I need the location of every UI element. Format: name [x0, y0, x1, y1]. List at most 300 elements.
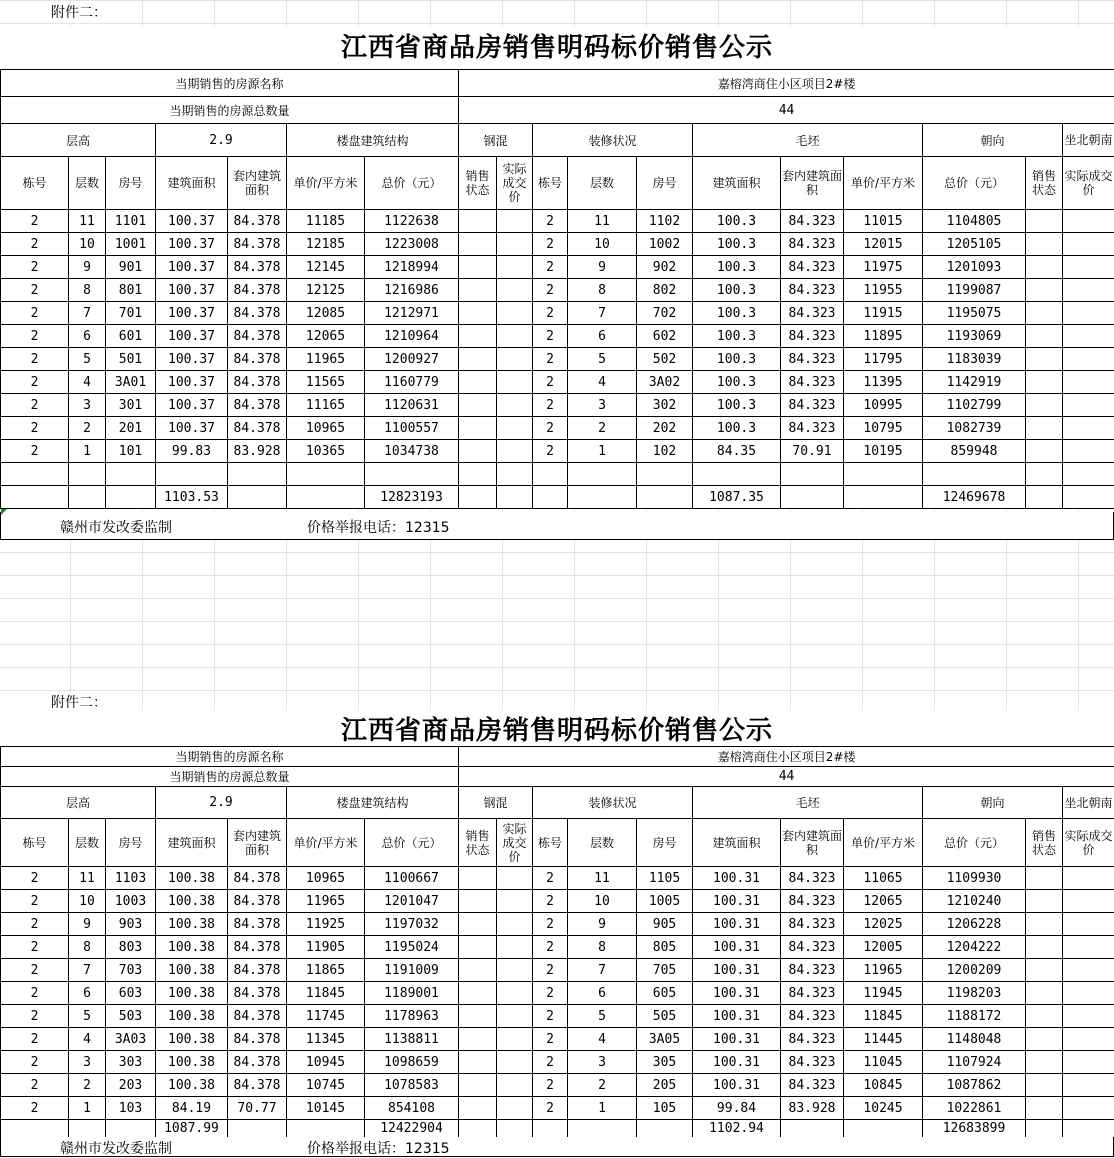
total-price-cell: 1212971 — [365, 302, 459, 325]
gross-area-cell: 100.38 — [156, 890, 228, 913]
table-row — [1, 1028, 1114, 1051]
building-no-cell: 2 — [1, 394, 69, 417]
floor-cell: 2 — [568, 417, 637, 440]
sale-status-cell — [459, 1005, 497, 1028]
gross-area-cell: 100.3 — [693, 348, 781, 371]
inner-area-cell: 84.323 — [781, 371, 844, 394]
inner-area-cell — [781, 463, 844, 486]
sale-status-cell — [1026, 210, 1063, 233]
structure-value: 钢混 — [459, 124, 533, 157]
gross-area-cell: 100.38 — [156, 1028, 228, 1051]
header-room-no-right: 房号 — [637, 157, 693, 210]
deal-price-cell — [1063, 936, 1114, 959]
total-room-no-cell — [637, 486, 693, 509]
building-no-cell: 2 — [1, 302, 69, 325]
total-room-no-cell — [106, 1120, 156, 1138]
floor-cell: 7 — [69, 302, 106, 325]
pricing-table — [0, 69, 1114, 509]
gross-area-cell: 100.37 — [156, 325, 228, 348]
gross-area-cell: 100.37 — [156, 302, 228, 325]
deal-price-cell — [1063, 1051, 1114, 1074]
unit-price-cell: 10965 — [287, 417, 365, 440]
room-no-cell: 102 — [637, 440, 693, 463]
deal-price-cell — [497, 959, 533, 982]
deal-price-cell — [497, 440, 533, 463]
header-total-price-left: 总价（元） — [365, 819, 459, 867]
unit-price-cell: 11845 — [287, 982, 365, 1005]
total-sale-status-cell — [1026, 1120, 1063, 1138]
unit-count-value: 44 — [459, 97, 1114, 124]
floor-cell: 6 — [568, 982, 637, 1005]
unit-count-value: 44 — [459, 767, 1114, 787]
building-no-cell: 2 — [533, 394, 568, 417]
sale-status-cell — [1026, 302, 1063, 325]
sale-status-cell — [1026, 256, 1063, 279]
sale-status-cell — [459, 867, 497, 890]
unit-price-cell: 12015 — [844, 233, 923, 256]
floor-cell — [69, 463, 106, 486]
deal-price-cell — [1063, 394, 1114, 417]
deal-price-cell — [497, 982, 533, 1005]
total-price-cell: 1195024 — [365, 936, 459, 959]
column-header-row — [1, 157, 1114, 210]
header-inner-area-right: 套内建筑面积 — [781, 157, 844, 210]
room-no-cell: 802 — [637, 279, 693, 302]
floor-cell: 10 — [69, 233, 106, 256]
inner-area-cell: 84.323 — [781, 936, 844, 959]
inner-area-cell: 84.323 — [781, 302, 844, 325]
floor-cell: 9 — [568, 256, 637, 279]
unit-price-cell: 10995 — [844, 394, 923, 417]
deal-price-cell — [1063, 256, 1114, 279]
room-no-cell: 705 — [637, 959, 693, 982]
deal-price-cell — [1063, 890, 1114, 913]
sale-status-cell — [1026, 1097, 1063, 1120]
header-sale-status-left: 销售状态 — [459, 157, 497, 210]
total-unit-price-cell — [287, 486, 365, 509]
floor-cell: 1 — [69, 440, 106, 463]
floor-cell: 3 — [69, 394, 106, 417]
total-price-cell: 1218994 — [365, 256, 459, 279]
report-phone: 价格举报电话：12315 — [307, 517, 450, 537]
inner-area-cell: 84.323 — [781, 913, 844, 936]
building-no-cell: 2 — [533, 936, 568, 959]
decoration-value: 毛坯 — [693, 787, 923, 819]
table-row — [1, 302, 1114, 325]
table-row — [1, 394, 1114, 417]
gross-area-cell: 100.3 — [693, 325, 781, 348]
header-sale-status-right: 销售状态 — [1026, 157, 1063, 210]
total-price-cell: 1122638 — [365, 210, 459, 233]
header-total-price-left: 总价（元） — [365, 157, 459, 210]
deal-price-cell — [497, 1028, 533, 1051]
gross-area-cell: 100.31 — [693, 867, 781, 890]
sale-status-cell — [459, 348, 497, 371]
building-no-cell: 2 — [533, 440, 568, 463]
sale-status-cell — [459, 1028, 497, 1051]
sale-status-cell — [1026, 279, 1063, 302]
inner-area-cell: 84.378 — [228, 959, 287, 982]
room-no-cell: 902 — [637, 256, 693, 279]
room-no-cell: 503 — [106, 1005, 156, 1028]
header-gross-area-right: 建筑面积 — [693, 157, 781, 210]
total-gross-area-cell: 1102.94 — [693, 1120, 781, 1138]
table-row — [1, 982, 1114, 1005]
room-no-cell: 501 — [106, 348, 156, 371]
header-floor-right: 层数 — [568, 819, 637, 867]
total-price-cell: 1120631 — [365, 394, 459, 417]
room-no-cell: 1102 — [637, 210, 693, 233]
decoration-value: 毛坯 — [693, 124, 923, 157]
deal-price-cell — [497, 325, 533, 348]
room-no-cell: 703 — [106, 959, 156, 982]
inner-area-cell: 70.91 — [781, 440, 844, 463]
building-no-cell: 2 — [533, 867, 568, 890]
inner-area-cell: 84.378 — [228, 890, 287, 913]
floor-cell: 8 — [568, 936, 637, 959]
floor-cell: 4 — [568, 371, 637, 394]
structure-label: 楼盘建筑结构 — [287, 124, 459, 157]
total-sale-status-cell — [1026, 486, 1063, 509]
floor-cell: 9 — [69, 913, 106, 936]
deal-price-cell — [497, 463, 533, 486]
inner-area-cell: 84.378 — [228, 1074, 287, 1097]
inner-area-cell: 84.323 — [781, 1028, 844, 1051]
room-no-cell: 905 — [637, 913, 693, 936]
inner-area-cell — [228, 463, 287, 486]
deal-price-cell — [1063, 1097, 1114, 1120]
floor-cell: 10 — [568, 890, 637, 913]
total-price-cell: 1193069 — [923, 325, 1026, 348]
building-no-cell — [533, 463, 568, 486]
table-row — [1, 233, 1114, 256]
room-no-cell: 901 — [106, 256, 156, 279]
floor-height-value: 2.9 — [156, 124, 287, 157]
floor-cell: 7 — [568, 959, 637, 982]
room-no-cell: 702 — [637, 302, 693, 325]
inner-area-cell: 84.378 — [228, 394, 287, 417]
sale-status-cell — [1026, 890, 1063, 913]
sale-status-cell — [1026, 394, 1063, 417]
gross-area-cell: 100.38 — [156, 936, 228, 959]
sale-status-cell — [1026, 417, 1063, 440]
gross-area-cell: 100.3 — [693, 371, 781, 394]
inner-area-cell: 84.378 — [228, 371, 287, 394]
building-no-cell: 2 — [533, 417, 568, 440]
total-inner-area-cell — [781, 1120, 844, 1138]
deal-price-cell — [497, 210, 533, 233]
building-no-cell: 2 — [1, 233, 69, 256]
gross-area-cell: 100.38 — [156, 867, 228, 890]
gross-area-cell: 100.31 — [693, 1028, 781, 1051]
unit-price-cell: 12085 — [287, 302, 365, 325]
deal-price-cell — [497, 913, 533, 936]
unit-price-cell: 11915 — [844, 302, 923, 325]
sale-status-cell — [459, 371, 497, 394]
building-no-cell: 2 — [533, 233, 568, 256]
building-no-cell: 2 — [1, 210, 69, 233]
inner-area-cell: 84.323 — [781, 348, 844, 371]
table-row — [1, 417, 1114, 440]
total-inner-area-cell — [228, 486, 287, 509]
total-price-cell: 1160779 — [365, 371, 459, 394]
total-building-no-cell — [1, 486, 69, 509]
deal-price-cell — [497, 256, 533, 279]
sale-status-cell — [1026, 959, 1063, 982]
header-sale-status-right: 销售状态 — [1026, 819, 1063, 867]
supervisor-label: 赣州市发改委监制 — [60, 1138, 172, 1158]
unit-price-cell: 11065 — [844, 867, 923, 890]
room-no-cell: 103 — [106, 1097, 156, 1120]
gross-area-cell: 100.31 — [693, 890, 781, 913]
table-row — [1, 890, 1114, 913]
total-price-cell: 1100667 — [365, 867, 459, 890]
header-gross-area-left: 建筑面积 — [156, 157, 228, 210]
inner-area-cell: 84.378 — [228, 279, 287, 302]
building-no-cell: 2 — [1, 1097, 69, 1120]
deal-price-cell — [1063, 959, 1114, 982]
room-no-cell: 1105 — [637, 867, 693, 890]
header-building-no-left: 栋号 — [1, 819, 69, 867]
header-total-price-right: 总价（元） — [923, 157, 1026, 210]
floor-cell: 10 — [69, 890, 106, 913]
unit-price-cell: 11015 — [844, 210, 923, 233]
total-gross-area-cell: 1087.99 — [156, 1120, 228, 1138]
unit-price-cell: 11795 — [844, 348, 923, 371]
building-no-cell: 2 — [1, 440, 69, 463]
unit-price-cell: 12065 — [844, 890, 923, 913]
gross-area-cell: 100.3 — [693, 302, 781, 325]
table-row — [1, 1097, 1114, 1120]
building-no-cell: 2 — [1, 348, 69, 371]
sale-status-cell — [1026, 325, 1063, 348]
project-name-label: 当期销售的房源名称 — [1, 70, 459, 97]
room-no-cell: 301 — [106, 394, 156, 417]
deal-price-cell — [1063, 982, 1114, 1005]
inner-area-cell: 84.378 — [228, 936, 287, 959]
room-no-cell: 603 — [106, 982, 156, 1005]
gross-area-cell: 100.37 — [156, 256, 228, 279]
total-total-price-cell: 12823193 — [365, 486, 459, 509]
gross-area-cell: 100.37 — [156, 394, 228, 417]
header-unit-price-right: 单价/平方米 — [844, 819, 923, 867]
gross-area-cell: 100.31 — [693, 1051, 781, 1074]
total-price-cell: 1109930 — [923, 867, 1026, 890]
total-price-cell: 1201093 — [923, 256, 1026, 279]
room-no-cell: 3A03 — [106, 1028, 156, 1051]
floor-cell: 4 — [568, 1028, 637, 1051]
decoration-label: 装修状况 — [533, 124, 693, 157]
deal-price-cell — [497, 417, 533, 440]
unit-price-cell: 10795 — [844, 417, 923, 440]
building-no-cell: 2 — [1, 1074, 69, 1097]
inner-area-cell: 84.323 — [781, 890, 844, 913]
sale-status-cell — [459, 394, 497, 417]
room-no-cell: 302 — [637, 394, 693, 417]
room-no-cell: 3A01 — [106, 371, 156, 394]
header-deal-price-right: 实际成交价 — [1063, 819, 1114, 867]
unit-price-cell: 11905 — [287, 936, 365, 959]
building-no-cell: 2 — [1, 982, 69, 1005]
building-no-cell: 2 — [1, 913, 69, 936]
total-building-no-cell — [533, 486, 568, 509]
header-room-no-right: 房号 — [637, 819, 693, 867]
building-no-cell: 2 — [1, 325, 69, 348]
sale-status-cell — [1026, 913, 1063, 936]
unit-price-cell: 10845 — [844, 1074, 923, 1097]
building-no-cell: 2 — [533, 890, 568, 913]
room-no-cell — [637, 463, 693, 486]
header-room-no-left: 房号 — [106, 157, 156, 210]
inner-area-cell: 84.323 — [781, 417, 844, 440]
structure-value: 钢混 — [459, 787, 533, 819]
unit-price-cell: 10245 — [844, 1097, 923, 1120]
room-no-cell: 903 — [106, 913, 156, 936]
structure-label: 楼盘建筑结构 — [287, 787, 459, 819]
deal-price-cell — [497, 394, 533, 417]
sale-status-cell — [459, 325, 497, 348]
inner-area-cell: 84.378 — [228, 256, 287, 279]
unit-price-cell: 11745 — [287, 1005, 365, 1028]
total-price-cell: 1188172 — [923, 1005, 1026, 1028]
room-no-cell: 601 — [106, 325, 156, 348]
deal-price-cell — [497, 302, 533, 325]
floor-height-value: 2.9 — [156, 787, 287, 819]
total-price-cell — [365, 463, 459, 486]
orientation-label: 朝向 — [923, 787, 1063, 819]
sale-status-cell — [1026, 348, 1063, 371]
header-deal-price-left: 实际成交价 — [497, 157, 533, 210]
table-row — [1, 867, 1114, 890]
deal-price-cell — [1063, 417, 1114, 440]
inner-area-cell: 84.378 — [228, 348, 287, 371]
deal-price-cell — [497, 1005, 533, 1028]
header-floor-right: 层数 — [568, 157, 637, 210]
cell-marker-icon — [1, 509, 7, 515]
building-no-cell: 2 — [533, 325, 568, 348]
unit-price-cell: 11895 — [844, 325, 923, 348]
gross-area-cell: 100.31 — [693, 913, 781, 936]
sale-status-cell — [1026, 867, 1063, 890]
total-floor-cell — [568, 486, 637, 509]
total-floor-cell — [69, 1120, 106, 1138]
floor-cell: 11 — [69, 210, 106, 233]
deal-price-cell — [497, 1097, 533, 1120]
inner-area-cell: 84.323 — [781, 233, 844, 256]
inner-area-cell: 84.323 — [781, 1051, 844, 1074]
sale-status-cell — [1026, 463, 1063, 486]
deal-price-cell — [1063, 371, 1114, 394]
building-no-cell: 2 — [1, 1051, 69, 1074]
sale-status-cell — [1026, 371, 1063, 394]
sale-status-cell — [1026, 982, 1063, 1005]
footer — [0, 512, 1114, 540]
gross-area-cell: 100.31 — [693, 1074, 781, 1097]
total-price-cell: 1204222 — [923, 936, 1026, 959]
total-price-cell: 1183039 — [923, 348, 1026, 371]
inner-area-cell: 84.378 — [228, 210, 287, 233]
header-inner-area-left: 套内建筑面积 — [228, 157, 287, 210]
header-gross-area-right: 建筑面积 — [693, 819, 781, 867]
inner-area-cell: 84.378 — [228, 325, 287, 348]
floor-cell: 11 — [568, 210, 637, 233]
header-deal-price-right: 实际成交价 — [1063, 157, 1114, 210]
totals-row — [1, 1120, 1114, 1138]
gross-area-cell: 99.83 — [156, 440, 228, 463]
room-no-cell: 1101 — [106, 210, 156, 233]
floor-cell: 8 — [69, 936, 106, 959]
header-unit-price-right: 单价/平方米 — [844, 157, 923, 210]
report-phone: 价格举报电话：12315 — [307, 1138, 450, 1158]
orientation-label: 朝向 — [923, 124, 1063, 157]
total-price-cell: 1098659 — [365, 1051, 459, 1074]
building-no-cell: 2 — [533, 348, 568, 371]
deal-price-cell — [497, 936, 533, 959]
total-price-cell — [923, 463, 1026, 486]
building-no-cell: 2 — [533, 913, 568, 936]
total-price-cell: 1107924 — [923, 1051, 1026, 1074]
room-no-cell: 605 — [637, 982, 693, 1005]
building-no-cell: 2 — [533, 302, 568, 325]
floor-cell: 7 — [69, 959, 106, 982]
table-row — [1, 256, 1114, 279]
table-row — [1, 959, 1114, 982]
deal-price-cell — [1063, 279, 1114, 302]
deal-price-cell — [1063, 210, 1114, 233]
unit-price-cell: 11955 — [844, 279, 923, 302]
sale-status-cell — [459, 256, 497, 279]
room-no-cell: 805 — [637, 936, 693, 959]
header-building-no-left: 栋号 — [1, 157, 69, 210]
total-price-cell: 1205105 — [923, 233, 1026, 256]
floor-cell: 4 — [69, 371, 106, 394]
floor-cell: 7 — [568, 302, 637, 325]
building-no-cell: 2 — [533, 210, 568, 233]
unit-price-cell: 11185 — [287, 210, 365, 233]
building-no-cell — [1, 463, 69, 486]
gross-area-cell — [693, 463, 781, 486]
total-gross-area-cell: 1087.35 — [693, 486, 781, 509]
inner-area-cell: 84.323 — [781, 256, 844, 279]
building-no-cell: 2 — [1, 1028, 69, 1051]
floor-cell: 5 — [568, 1005, 637, 1028]
floor-height-label: 层高 — [1, 787, 156, 819]
unit-price-cell: 12185 — [287, 233, 365, 256]
building-no-cell: 2 — [1, 371, 69, 394]
room-no-cell: 803 — [106, 936, 156, 959]
gross-area-cell: 100.3 — [693, 256, 781, 279]
inner-area-cell: 84.378 — [228, 867, 287, 890]
sale-status-cell — [1026, 440, 1063, 463]
total-price-cell: 1200927 — [365, 348, 459, 371]
inner-area-cell: 84.323 — [781, 867, 844, 890]
total-price-cell: 854108 — [365, 1097, 459, 1120]
floor-cell: 2 — [69, 417, 106, 440]
table-row — [1, 325, 1114, 348]
page-title: 江西省商品房销售明码标价销售公示 — [0, 711, 1114, 747]
floor-cell: 11 — [568, 867, 637, 890]
room-no-cell: 801 — [106, 279, 156, 302]
total-unit-price-cell — [844, 486, 923, 509]
pricing-table — [0, 746, 1114, 1138]
unit-price-cell — [844, 463, 923, 486]
room-no-cell: 105 — [637, 1097, 693, 1120]
floor-cell: 4 — [69, 1028, 106, 1051]
table-row — [1, 463, 1114, 486]
total-price-cell: 1034738 — [365, 440, 459, 463]
total-deal-price-cell — [497, 1120, 533, 1138]
total-inner-area-cell — [228, 1120, 287, 1138]
